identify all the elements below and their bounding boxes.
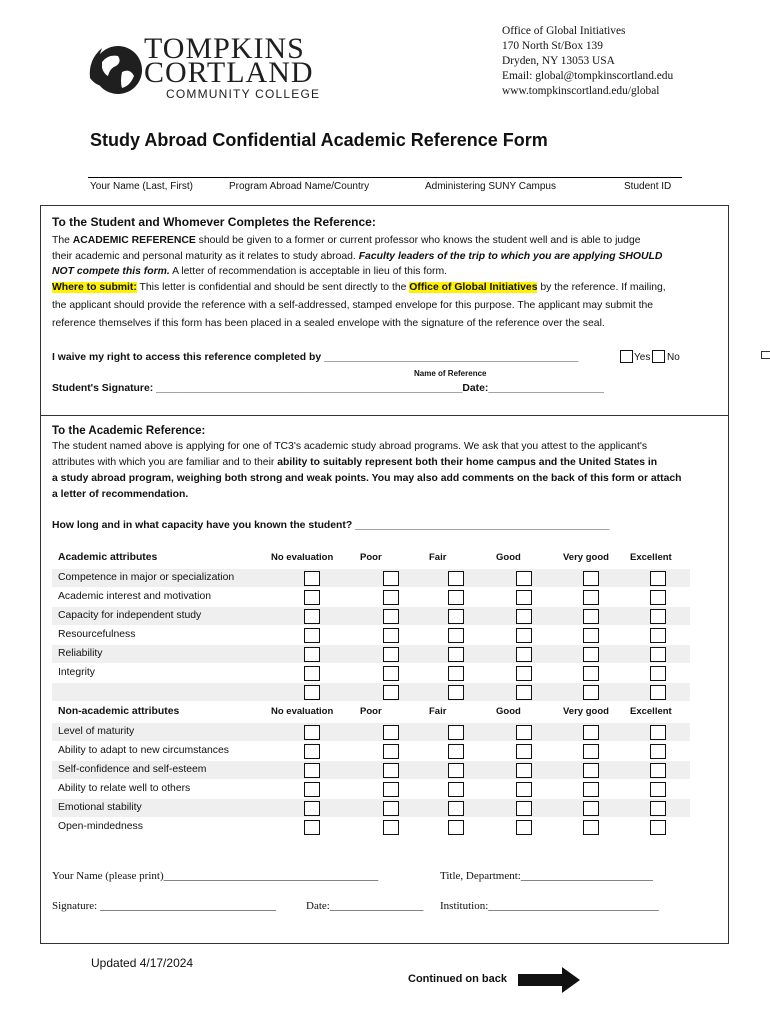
rating-checkbox[interactable] [516, 820, 532, 835]
student-signature-label: Student's Signature [52, 383, 150, 394]
rating-checkbox[interactable] [383, 763, 399, 778]
rating-column-header: Good [496, 706, 521, 717]
student-line-6: reference themselves if this form has been placed in a sealed envelope with the signature of the reference over the seal. [52, 318, 605, 329]
rating-checkbox[interactable] [383, 571, 399, 586]
rating-checkbox[interactable] [448, 744, 464, 759]
student-line-2 [52, 251, 662, 262]
rating-checkbox[interactable] [448, 685, 464, 700]
text-bold: ACADEMIC REFERENCE [72, 235, 196, 246]
rating-column-header: Very good [563, 706, 609, 717]
text: A letter of recommendation is acceptable in lieu of this form. [169, 266, 448, 277]
title-department-field[interactable]: Title, Department:________________________ [440, 870, 653, 882]
reference-line-3: a study abroad program, weighing both strong and weak points. You may also add comments on the back of this form or attach [52, 473, 682, 484]
rating-checkbox[interactable] [304, 801, 320, 816]
rating-checkbox[interactable] [516, 590, 532, 605]
rating-checkbox[interactable] [583, 647, 599, 662]
reference-line-4: a letter of recommendation. [52, 489, 189, 500]
rating-checkbox[interactable] [650, 685, 666, 700]
page-edge-mark [761, 351, 770, 359]
rating-checkbox[interactable] [583, 801, 599, 816]
known-student-question[interactable]: How long and in what capacity have you known the student? ____________________________________________ [52, 520, 610, 531]
label-student-id: Student ID [624, 181, 672, 192]
rating-checkbox[interactable] [650, 628, 666, 643]
student-signature-row[interactable] [52, 383, 604, 394]
logo-community-college: COMMUNITY COLLEGE [166, 87, 321, 101]
rating-column-header: Fair [429, 706, 447, 717]
attribute-label: Integrity [58, 667, 95, 678]
form-title: Study Abroad Confidential Academic Reference Form [90, 130, 548, 150]
text: attributes with which you are familiar and to their [52, 457, 278, 468]
rating-checkbox[interactable] [650, 590, 666, 605]
waiver-no-checkbox[interactable] [652, 350, 665, 363]
print-name-field[interactable]: Your Name (please print)_______________________________________ [52, 870, 379, 882]
attribute-label: Level of maturity [58, 726, 135, 737]
where-to-submit-highlight: Where to submit: [52, 282, 137, 293]
institution-field[interactable]: Institution:_______________________________ [440, 900, 659, 912]
text-bold-italic: Faculty leaders of the trip to which you are applying SHOULD [358, 251, 663, 262]
rating-checkbox[interactable] [516, 801, 532, 816]
attribute-label: Emotional stability [58, 802, 142, 813]
text-bold-italic: NOT compete this form. [52, 266, 170, 277]
rating-checkbox[interactable] [516, 609, 532, 624]
office-address [502, 24, 673, 99]
rating-checkbox[interactable] [304, 820, 320, 835]
rating-checkbox[interactable] [516, 647, 532, 662]
label-your-name: Your Name (Last, First) [90, 181, 193, 192]
rating-checkbox[interactable] [448, 801, 464, 816]
rating-column-header: Fair [429, 552, 447, 563]
rating-checkbox[interactable] [304, 725, 320, 740]
attribute-label: Academic interest and motivation [58, 591, 212, 602]
right-arrow-icon [518, 967, 582, 993]
rating-checkbox[interactable] [583, 628, 599, 643]
rating-checkbox[interactable] [304, 628, 320, 643]
text: should be given to a former or current professor who knows the student well and is able to judge [195, 235, 641, 246]
attributes-heading: Non-academic attributes [58, 706, 180, 717]
office-name: Office of Global Initiatives [502, 25, 626, 37]
rating-checkbox[interactable] [304, 590, 320, 605]
rating-checkbox[interactable] [304, 666, 320, 681]
name-of-reference-label: Name of Reference [414, 369, 487, 378]
attribute-label: Ability to relate well to others [58, 783, 191, 794]
reference-section-heading: To the Academic Reference: [52, 425, 206, 437]
rating-column-header: Very good [563, 552, 609, 563]
rating-checkbox[interactable] [304, 609, 320, 624]
rating-checkbox[interactable] [650, 744, 666, 759]
attribute-label: Self-confidence and self-esteem [58, 764, 207, 775]
attribute-label: Reliability [58, 648, 103, 659]
rating-checkbox[interactable] [448, 725, 464, 740]
rating-checkbox[interactable] [516, 685, 532, 700]
rating-checkbox[interactable] [650, 666, 666, 681]
rating-checkbox[interactable] [448, 571, 464, 586]
rating-checkbox[interactable] [304, 571, 320, 586]
college-logo [88, 34, 328, 104]
rating-checkbox[interactable] [448, 647, 464, 662]
rating-checkbox[interactable] [304, 782, 320, 797]
rating-checkbox[interactable] [383, 628, 399, 643]
student-signature-line[interactable]: : _____________________________________________________Date:____________________ [149, 383, 604, 394]
student-line-5: the applicant should provide the reference with a self-addressed, stamped envelope for this purpose. The applicant may submit the [52, 300, 654, 311]
updated-date: Updated 4/17/2024 [91, 956, 194, 970]
rating-checkbox[interactable] [383, 685, 399, 700]
label-program: Program Abroad Name/Country [229, 181, 370, 192]
rating-checkbox[interactable] [650, 647, 666, 662]
rating-checkbox[interactable] [583, 571, 599, 586]
rating-checkbox[interactable] [383, 801, 399, 816]
office-street: 170 North St/Box 139 [502, 40, 603, 52]
rating-checkbox[interactable] [383, 820, 399, 835]
student-line-4 [52, 282, 666, 293]
continued-on-back: Continued on back [408, 973, 507, 985]
attribute-label: Competence in major or specialization [58, 572, 235, 583]
rating-column-header: Poor [360, 552, 382, 563]
logo-cortland: CORTLAND [144, 56, 314, 89]
text: The [52, 235, 73, 246]
student-line-3 [52, 266, 447, 277]
rating-checkbox[interactable] [383, 782, 399, 797]
rating-checkbox[interactable] [383, 666, 399, 681]
rating-checkbox[interactable] [650, 763, 666, 778]
rating-checkbox[interactable] [516, 782, 532, 797]
label-campus: Administering SUNY Campus [425, 181, 556, 192]
rating-checkbox[interactable] [516, 571, 532, 586]
text: by the reference. If mailing, [537, 282, 666, 293]
rating-checkbox[interactable] [448, 763, 464, 778]
student-line-1 [52, 235, 641, 246]
rating-checkbox[interactable] [583, 666, 599, 681]
rating-column-header: No evaluation [271, 552, 334, 563]
rating-checkbox[interactable] [583, 725, 599, 740]
rating-checkbox[interactable] [583, 744, 599, 759]
waiver-yes-label: Yes [634, 352, 651, 363]
office-city: Dryden, NY 13053 USA [502, 55, 615, 67]
rating-checkbox[interactable] [448, 590, 464, 605]
waiver-yes-checkbox[interactable] [620, 350, 633, 363]
rating-checkbox[interactable] [448, 820, 464, 835]
rating-checkbox[interactable] [650, 609, 666, 624]
rating-column-header: No evaluation [271, 706, 334, 717]
attribute-label: Ability to adapt to new circumstances [58, 745, 229, 756]
reference-signature-field[interactable]: Signature: ________________________________ [52, 900, 276, 912]
office-website[interactable]: www.tompkinscortland.edu/global [502, 85, 660, 97]
rating-checkbox[interactable] [304, 744, 320, 759]
rating-checkbox[interactable] [448, 609, 464, 624]
rating-column-header: Excellent [630, 706, 672, 717]
rating-checkbox[interactable] [583, 590, 599, 605]
attributes-heading: Academic attributes [58, 552, 158, 563]
rating-checkbox[interactable] [583, 782, 599, 797]
rating-checkbox[interactable] [583, 609, 599, 624]
header-field-line[interactable] [88, 177, 682, 178]
rating-checkbox[interactable] [383, 590, 399, 605]
rating-checkbox[interactable] [383, 609, 399, 624]
reference-line-1: The student named above is applying for one of TC3's academic study abroad programs. We ask that you attest to the applicant's [52, 441, 648, 452]
rating-checkbox[interactable] [583, 820, 599, 835]
rating-checkbox[interactable] [516, 666, 532, 681]
reference-line-2 [52, 457, 657, 468]
rating-checkbox[interactable] [304, 763, 320, 778]
rating-checkbox[interactable] [448, 666, 464, 681]
rating-checkbox[interactable] [583, 685, 599, 700]
rating-checkbox[interactable] [650, 801, 666, 816]
rating-checkbox[interactable] [516, 628, 532, 643]
text: This letter is confidential and should be sent directly to the [136, 282, 410, 293]
rating-checkbox[interactable] [516, 725, 532, 740]
office-email[interactable]: Email: global@tompkinscortland.edu [502, 70, 674, 82]
waiver-statement[interactable]: I waive my right to access this reference completed by ____________________________________________ [52, 352, 579, 363]
reference-date-field[interactable]: Date:_________________ [306, 900, 424, 912]
text-bold: ability to suitably represent both their home campus and the United States in [277, 457, 658, 468]
rating-column-header: Good [496, 552, 521, 563]
text: their academic and personal maturity as it relates to study abroad. [52, 251, 359, 262]
rating-checkbox[interactable] [650, 782, 666, 797]
rating-checkbox[interactable] [650, 571, 666, 586]
rating-checkbox[interactable] [383, 725, 399, 740]
rating-checkbox[interactable] [583, 763, 599, 778]
student-section-heading: To the Student and Whomever Completes the Reference: [52, 215, 376, 229]
waiver-no-label: No [667, 352, 680, 363]
rating-checkbox[interactable] [304, 647, 320, 662]
rating-checkbox[interactable] [448, 782, 464, 797]
globe-icon [88, 38, 144, 100]
logo-tompkins: TOMPKINS [144, 32, 305, 65]
rating-checkbox[interactable] [448, 628, 464, 643]
rating-checkbox[interactable] [650, 820, 666, 835]
rating-checkbox[interactable] [304, 685, 320, 700]
rating-column-header: Poor [360, 706, 382, 717]
rating-checkbox[interactable] [383, 647, 399, 662]
attribute-label: Open-mindedness [58, 821, 143, 832]
office-highlight: Office of Global Initiatives [409, 282, 538, 293]
rating-checkbox[interactable] [383, 744, 399, 759]
rating-checkbox[interactable] [650, 725, 666, 740]
rating-checkbox[interactable] [516, 744, 532, 759]
rating-checkbox[interactable] [516, 763, 532, 778]
attribute-label: Capacity for independent study [58, 610, 202, 621]
rating-column-header: Excellent [630, 552, 672, 563]
attribute-label: Resourcefulness [58, 629, 136, 640]
